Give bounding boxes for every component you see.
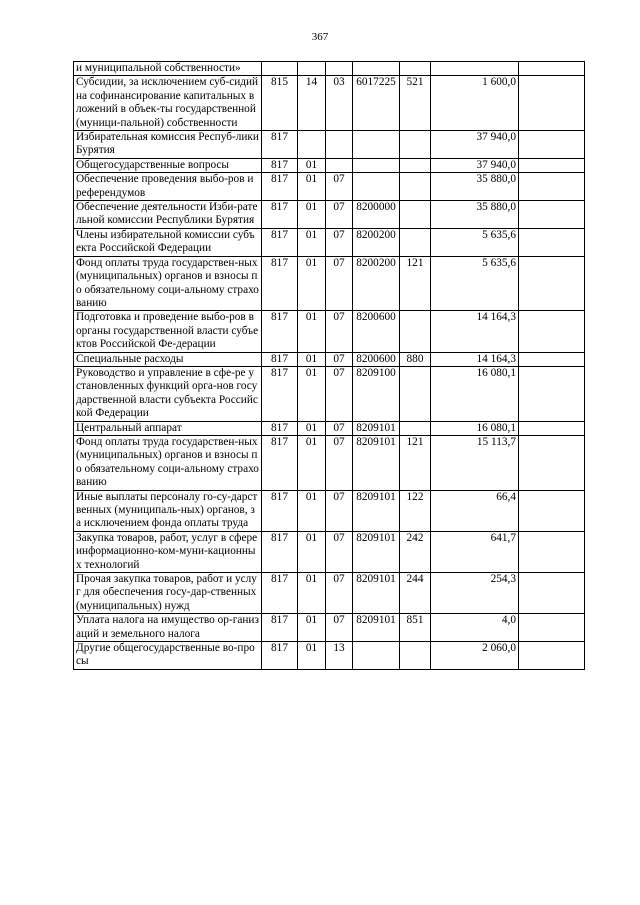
row-empty-cell	[519, 490, 585, 531]
row-rz-cell: 01	[298, 256, 326, 311]
table-row	[74, 352, 585, 366]
row-name-cell: Подготовка и проведение выбо-ров в органы государственной власти субъектов Российской Фе-дерации	[74, 311, 262, 352]
row-empty-cell	[519, 158, 585, 172]
row-empty-cell	[519, 76, 585, 131]
row-empty-cell	[519, 173, 585, 201]
row-pr-cell: 13	[326, 642, 353, 670]
row-name-cell: Специальные расходы	[74, 352, 262, 366]
row-vr-cell	[400, 366, 431, 421]
row-csr-cell: 8209101	[353, 531, 400, 572]
row-rz-cell: 01	[298, 352, 326, 366]
row-csr-cell: 8209101	[353, 421, 400, 435]
row-gr-cell: 817	[262, 352, 298, 366]
row-empty-cell	[519, 311, 585, 352]
row-sum-cell: 35 880,0	[431, 201, 519, 229]
row-gr-cell: 817	[262, 435, 298, 490]
row-pr-cell: 07	[326, 421, 353, 435]
row-pr-cell: 07	[326, 201, 353, 229]
table-row	[74, 573, 585, 614]
row-pr-cell: 07	[326, 614, 353, 642]
row-name-cell: Субсидии, за исключением суб-сидий на софинансирование капитальных вложений в объек-ты государственной (муници-пальной) собственности	[74, 76, 262, 131]
row-rz-cell: 01	[298, 158, 326, 172]
row-csr-cell	[353, 158, 400, 172]
row-vr-cell	[400, 62, 431, 76]
table-row	[74, 62, 585, 76]
table-row	[74, 531, 585, 572]
row-vr-cell: 521	[400, 76, 431, 131]
row-gr-cell: 817	[262, 256, 298, 311]
row-sum-cell: 1 600,0	[431, 76, 519, 131]
row-name-cell: Прочая закупка товаров, работ и услуг для обеспечения госу-дар-ственных (муниципальных) нужд	[74, 573, 262, 614]
row-name-cell: Иные выплаты персоналу го-су-дарственных (муниципаль-ных) органов, за исключением фонда оплаты труда	[74, 490, 262, 531]
row-vr-cell: 122	[400, 490, 431, 531]
row-empty-cell	[519, 352, 585, 366]
row-gr-cell: 817	[262, 614, 298, 642]
row-csr-cell: 8200600	[353, 352, 400, 366]
row-empty-cell	[519, 131, 585, 159]
row-sum-cell: 16 080,1	[431, 421, 519, 435]
row-vr-cell: 880	[400, 352, 431, 366]
row-sum-cell: 37 940,0	[431, 131, 519, 159]
row-rz-cell: 01	[298, 642, 326, 670]
row-name-cell: Общегосударственные вопросы	[74, 158, 262, 172]
row-csr-cell: 8200200	[353, 256, 400, 311]
row-vr-cell	[400, 173, 431, 201]
row-rz-cell: 01	[298, 173, 326, 201]
row-rz-cell	[298, 131, 326, 159]
table-row	[74, 435, 585, 490]
row-pr-cell	[326, 158, 353, 172]
table-row	[74, 366, 585, 421]
row-name-cell: Центральный аппарат	[74, 421, 262, 435]
table-row	[74, 490, 585, 531]
row-name-cell: Закупка товаров, работ, услуг в сфере информационно-ком-муни-кационных технологий	[74, 531, 262, 572]
row-rz-cell: 01	[298, 311, 326, 352]
row-name-cell: Фонд оплаты труда государствен-ных (муниципальных) органов и взносы по обязательному соци-альному страхованию	[74, 435, 262, 490]
table-row	[74, 173, 585, 201]
row-gr-cell: 817	[262, 421, 298, 435]
row-empty-cell	[519, 421, 585, 435]
row-pr-cell: 07	[326, 311, 353, 352]
table-row	[74, 256, 585, 311]
table-row	[74, 614, 585, 642]
row-sum-cell: 66,4	[431, 490, 519, 531]
row-name-cell: Избирательная комиссия Респуб-лики Бурятия	[74, 131, 262, 159]
row-gr-cell: 817	[262, 490, 298, 531]
row-rz-cell: 01	[298, 201, 326, 229]
row-csr-cell	[353, 131, 400, 159]
row-sum-cell: 5 635,6	[431, 256, 519, 311]
row-vr-cell	[400, 642, 431, 670]
row-empty-cell	[519, 62, 585, 76]
budget-table	[73, 61, 585, 670]
row-rz-cell: 01	[298, 228, 326, 256]
row-sum-cell: 35 880,0	[431, 173, 519, 201]
row-gr-cell	[262, 62, 298, 76]
row-vr-cell: 242	[400, 531, 431, 572]
row-pr-cell: 07	[326, 435, 353, 490]
row-csr-cell	[353, 173, 400, 201]
row-gr-cell: 817	[262, 228, 298, 256]
row-name-cell: Обеспечение деятельности Изби-рательной комиссии Республики Бурятия	[74, 201, 262, 229]
row-gr-cell: 817	[262, 173, 298, 201]
row-rz-cell	[298, 62, 326, 76]
row-pr-cell: 07	[326, 256, 353, 311]
row-rz-cell: 01	[298, 366, 326, 421]
row-vr-cell	[400, 131, 431, 159]
row-csr-cell: 8200200	[353, 228, 400, 256]
row-empty-cell	[519, 614, 585, 642]
table-row	[74, 228, 585, 256]
row-pr-cell: 07	[326, 352, 353, 366]
table-row	[74, 311, 585, 352]
row-empty-cell	[519, 228, 585, 256]
row-pr-cell	[326, 62, 353, 76]
row-csr-cell: 8209101	[353, 435, 400, 490]
row-sum-cell: 16 080,1	[431, 366, 519, 421]
row-vr-cell	[400, 421, 431, 435]
row-rz-cell: 01	[298, 531, 326, 572]
row-csr-cell	[353, 642, 400, 670]
row-csr-cell: 8200600	[353, 311, 400, 352]
row-vr-cell: 121	[400, 256, 431, 311]
row-name-cell: и муниципальной собственности»	[74, 62, 262, 76]
row-empty-cell	[519, 573, 585, 614]
row-gr-cell: 817	[262, 366, 298, 421]
row-name-cell: Другие общегосударственные во-просы	[74, 642, 262, 670]
row-name-cell: Обеспечение проведения выбо-ров и референдумов	[74, 173, 262, 201]
row-sum-cell: 254,3	[431, 573, 519, 614]
table-row	[74, 76, 585, 131]
row-sum-cell: 4,0	[431, 614, 519, 642]
table-row	[74, 131, 585, 159]
row-empty-cell	[519, 201, 585, 229]
row-pr-cell: 07	[326, 490, 353, 531]
row-name-cell: Члены избирательной комиссии субъекта Российской Федерации	[74, 228, 262, 256]
row-name-cell: Уплата налога на имущество ор-ганизаций и земельного налога	[74, 614, 262, 642]
row-pr-cell: 07	[326, 531, 353, 572]
row-sum-cell: 15 113,7	[431, 435, 519, 490]
table-row	[74, 642, 585, 670]
row-vr-cell	[400, 311, 431, 352]
row-sum-cell: 14 164,3	[431, 352, 519, 366]
table-row	[74, 201, 585, 229]
row-rz-cell: 01	[298, 573, 326, 614]
row-vr-cell	[400, 201, 431, 229]
row-sum-cell: 5 635,6	[431, 228, 519, 256]
row-vr-cell: 244	[400, 573, 431, 614]
row-name-cell: Фонд оплаты труда государствен-ных (муниципальных) органов и взносы по обязательному соци-альному страхованию	[74, 256, 262, 311]
row-sum-cell: 641,7	[431, 531, 519, 572]
row-vr-cell	[400, 228, 431, 256]
row-name-cell: Руководство и управление в сфе-ре установленных функций орга-нов государственной власти субъекта Российской Федерации	[74, 366, 262, 421]
row-gr-cell: 817	[262, 531, 298, 572]
row-vr-cell	[400, 158, 431, 172]
row-gr-cell: 815	[262, 76, 298, 131]
row-csr-cell: 6017225	[353, 76, 400, 131]
row-rz-cell: 14	[298, 76, 326, 131]
row-vr-cell: 851	[400, 614, 431, 642]
row-rz-cell: 01	[298, 421, 326, 435]
row-csr-cell: 8209101	[353, 614, 400, 642]
row-gr-cell: 817	[262, 201, 298, 229]
row-pr-cell: 07	[326, 573, 353, 614]
row-sum-cell: 14 164,3	[431, 311, 519, 352]
row-pr-cell: 07	[326, 228, 353, 256]
row-sum-cell: 37 940,0	[431, 158, 519, 172]
row-rz-cell: 01	[298, 435, 326, 490]
row-empty-cell	[519, 256, 585, 311]
row-csr-cell: 8200000	[353, 201, 400, 229]
row-gr-cell: 817	[262, 131, 298, 159]
row-empty-cell	[519, 531, 585, 572]
row-empty-cell	[519, 435, 585, 490]
row-gr-cell: 817	[262, 311, 298, 352]
row-vr-cell: 121	[400, 435, 431, 490]
table-row	[74, 421, 585, 435]
row-empty-cell	[519, 642, 585, 670]
row-sum-cell: 2 060,0	[431, 642, 519, 670]
row-gr-cell: 817	[262, 642, 298, 670]
row-gr-cell: 817	[262, 158, 298, 172]
row-csr-cell: 8209101	[353, 573, 400, 614]
row-pr-cell: 03	[326, 76, 353, 131]
table-row	[74, 158, 585, 172]
row-empty-cell	[519, 366, 585, 421]
row-csr-cell	[353, 62, 400, 76]
row-sum-cell	[431, 62, 519, 76]
row-pr-cell: 07	[326, 173, 353, 201]
row-rz-cell: 01	[298, 614, 326, 642]
row-pr-cell	[326, 131, 353, 159]
row-csr-cell: 8209100	[353, 366, 400, 421]
row-gr-cell: 817	[262, 573, 298, 614]
page-number: 367	[311, 31, 329, 43]
row-rz-cell: 01	[298, 490, 326, 531]
row-csr-cell: 8209101	[353, 490, 400, 531]
row-pr-cell: 07	[326, 366, 353, 421]
